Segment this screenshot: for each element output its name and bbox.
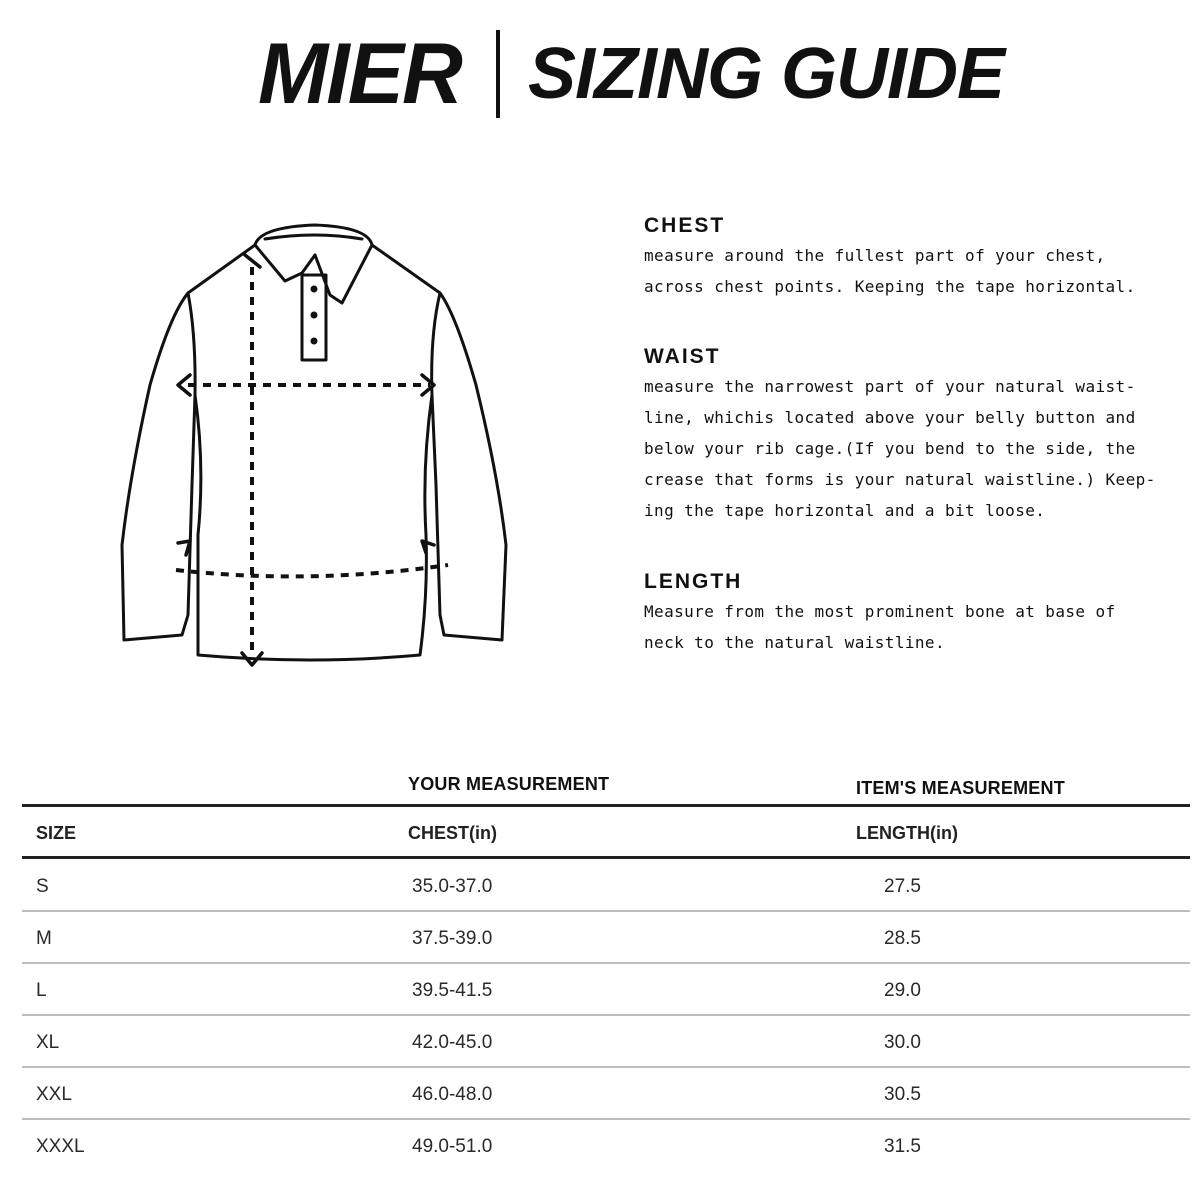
table-row [22,860,1190,912]
length-cell: 29.0 [884,980,921,1001]
waist-heading: WAIST [644,345,721,368]
page-header [0,24,1200,124]
chest-cell: 42.0-45.0 [412,1032,493,1053]
waist-instruction [644,343,1184,526]
chest-cell: 49.0-51.0 [412,1136,493,1157]
table-header-rule [22,856,1190,859]
length-heading: LENGTH [644,570,743,593]
brand-logo: MIER [258,26,461,122]
size-cell: XL [36,1032,60,1053]
page-title: SIZING GUIDE [528,34,1005,114]
item-measurement-group-header: ITEM'S MEASUREMENT [856,778,1065,798]
table-row [22,964,1190,1016]
chest-heading: CHEST [644,214,726,237]
chest-cell: 39.5-41.5 [412,980,493,1001]
chest-cell: 35.0-37.0 [412,876,493,897]
table-row [22,1120,1190,1172]
length-instruction [644,568,1184,658]
chest-cell: 37.5-39.0 [412,928,493,949]
length-column-header: LENGTH(in) [856,823,958,843]
long-sleeve-polo-shirt-icon [110,215,520,680]
table-row [22,1068,1190,1120]
size-cell: S [36,876,49,897]
size-table [22,760,1190,1180]
your-measurement-group-header: YOUR MEASUREMENT [408,774,610,794]
length-description: Measure from the most prominent bone at base of neck to the natural waistline. [644,602,1116,652]
header-divider [496,30,500,118]
length-cell: 30.0 [884,1032,921,1053]
length-cell: 31.5 [884,1136,921,1157]
length-cell: 28.5 [884,928,921,949]
table-row [22,912,1190,964]
waist-description: measure the narrowest part of your natural waist- line, whichis located above your belly button and below your rib cage.(If you bend to the side, the crease that forms is your natural waistline.) Keep- ing the tape horizontal and a bit loose. [644,377,1156,520]
table-body [22,860,1190,1172]
chest-instruction [644,212,1184,302]
length-cell: 27.5 [884,876,921,897]
table-header-row [22,806,1190,856]
size-cell: M [36,928,52,949]
size-cell: L [36,980,47,1001]
chest-description: measure around the fullest part of your chest, across chest points. Keeping the tape horizontal. [644,246,1136,296]
size-cell: XXXL [36,1136,85,1157]
chest-cell: 46.0-48.0 [412,1084,493,1105]
chest-column-header: CHEST(in) [408,823,497,843]
table-row [22,1016,1190,1068]
size-cell: XXL [36,1084,72,1105]
size-column-header: SIZE [36,823,77,843]
length-cell: 30.5 [884,1084,921,1105]
measurement-diagram [110,215,520,680]
